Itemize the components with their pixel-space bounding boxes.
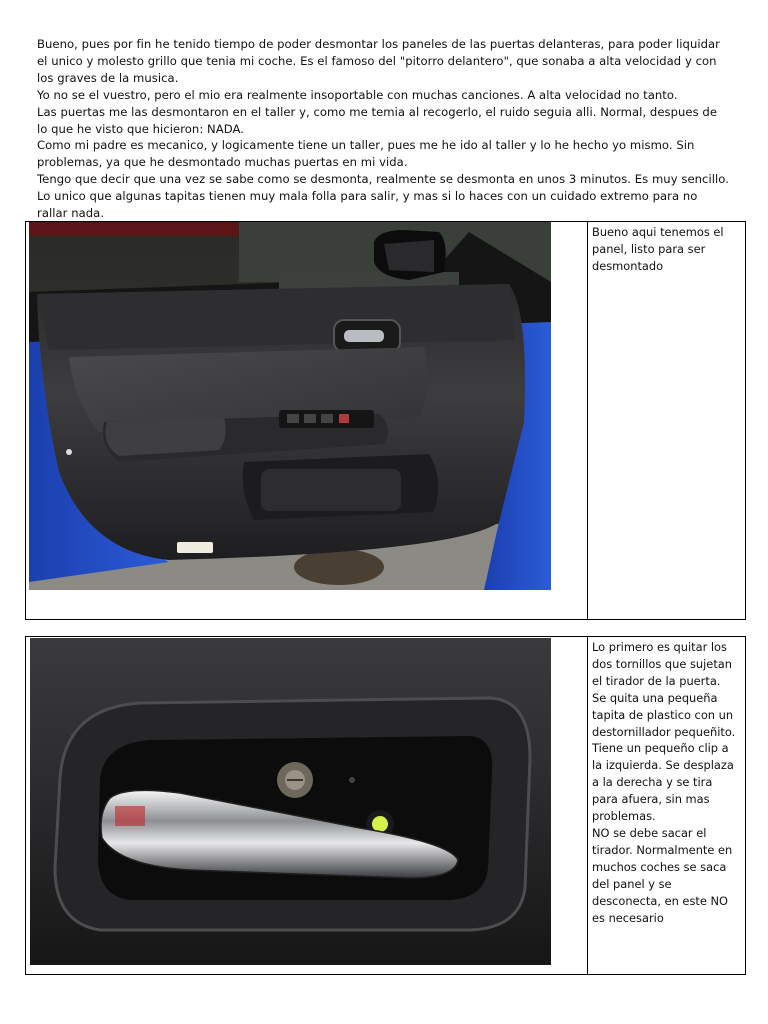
photo-cell xyxy=(26,637,588,974)
step-caption: Lo primero es quitar los dos tornillos que sujetan el tirador de la puerta. xyxy=(592,640,732,688)
step-row-door-handle xyxy=(25,636,746,975)
intro-text xyxy=(37,36,731,222)
step-caption: Bueno aqui tenemos el panel, listo para ser desmontado xyxy=(592,225,724,273)
step-caption: NO se debe sacar el tirador. Normalmente en muchos coches se saca del panel y se desconecta, en este NO es necesario xyxy=(592,825,733,925)
door-panel-photo xyxy=(29,222,551,590)
door-handle-illustration xyxy=(30,638,551,965)
intro-paragraph: Como mi padre es mecanico, y logicamente tiene un taller, pues me he ido al taller y lo he hecho yo mismo. Sin problemas, ya que he desmontado muchas puertas en mi vida. xyxy=(37,138,695,170)
intro-paragraph: Bueno, pues por fin he tenido tiempo de poder desmontar los paneles de las puertas delanteras, para poder liquidar el unico y molesto grillo que tenia mi coche. Es el famoso del "pitorro delantero", que sonaba a alta velocidad y con los graves de la musica. xyxy=(37,37,720,85)
caption-cell xyxy=(588,637,745,974)
caption-cell xyxy=(588,222,745,619)
door-panel-illustration xyxy=(29,222,551,590)
photo-cell xyxy=(26,222,588,619)
step-row-door-panel xyxy=(25,221,746,620)
intro-paragraph: Yo no se el vuestro, pero el mio era realmente insoportable con muchas canciones. A alta velocidad no tanto. xyxy=(37,87,678,102)
door-handle-photo xyxy=(30,638,551,965)
step-caption: Se quita una pequeña tapita de plastico con un destornillador pequeñito. Tiene un pequeño clip a la izquierda. Se desplaza a la derecha y se tira para afuera, sin mas problemas. xyxy=(592,690,736,824)
intro-paragraph: Tengo que decir que una vez se sabe como se desmonta, realmente se desmonta en unos 3 minutos. Es muy sencillo. Lo unico que algunas tapitas tienen muy mala folla para salir, y mas si lo haces con un cuidado extremo para no rallar nada. xyxy=(37,172,729,221)
intro-paragraph: Las puertas me las desmontaron en el taller y, como me temia al recogerlo, el ruido seguia alli. Normal, despues de lo que he visto que hicieron: NADA. xyxy=(37,104,718,136)
